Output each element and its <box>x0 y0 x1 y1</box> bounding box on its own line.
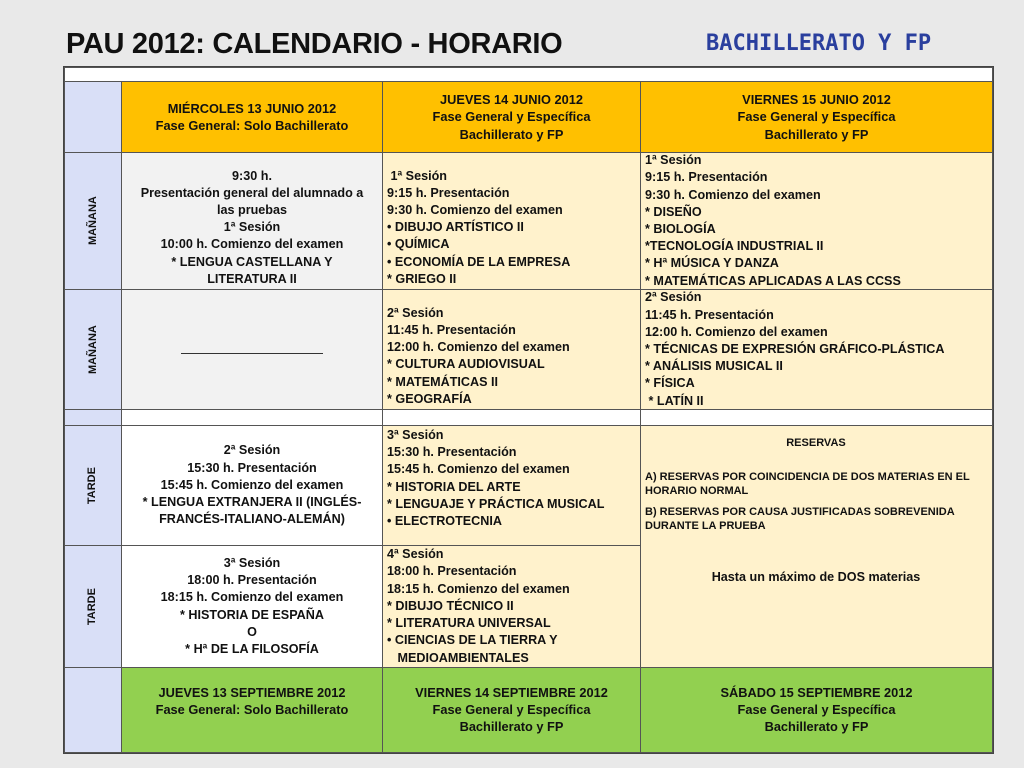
page-title: PAU 2012: CALENDARIO - HORARIO <box>66 28 563 60</box>
manana2-col2-line: 11:45 h. Presentación <box>387 322 516 337</box>
schedule-sheet <box>63 66 994 754</box>
september-col2-line: VIERNES 14 SEPTIEMBRE 2012 <box>415 685 608 700</box>
manana2-col3-line: 11:45 h. Presentación <box>645 307 774 322</box>
september-side-cell <box>64 667 122 753</box>
manana1-col1-line: 9:30 h. <box>232 168 272 183</box>
manana1-col3-line: *TECNOLOGÍA INDUSTRIAL II <box>645 239 824 254</box>
manana2-col3-line: 2ª Sesión <box>645 290 702 305</box>
top-spacer-row <box>64 67 993 82</box>
manana1-col2-line: • ECONOMÍA DE LA EMPRESA <box>387 254 571 269</box>
manana1-col3-line: 1ª Sesión <box>645 153 702 168</box>
manana1-col1-line: 1ª Sesión <box>223 220 281 235</box>
manana2-col2-line: 12:00 h. Comienzo del examen <box>387 340 570 355</box>
reservas-max: Hasta un máximo de DOS materias <box>711 570 921 584</box>
september-col2-line: Bachillerato y FP <box>459 719 564 735</box>
manana2-col2-line: * MATEMÁTICAS II <box>387 374 499 389</box>
manana1-col2-line: 9:15 h. Presentación <box>387 185 510 200</box>
tarde1-col1-line: 15:30 h. Presentación <box>187 460 317 475</box>
manana2-col3-line: 12:00 h. Comienzo del examen <box>645 324 828 339</box>
tarde2-col2-line: 18:15 h. Comienzo del examen <box>387 581 570 596</box>
tarde1-col2 <box>382 425 641 546</box>
manana2-col2-line: 2ª Sesión <box>387 305 444 320</box>
september-col3-line: Fase General y Específica <box>737 702 896 718</box>
manana1-col1-line: las pruebas <box>217 202 287 217</box>
header-col1-line: Fase General: Solo Bachillerato <box>155 118 349 133</box>
header-col1 <box>121 81 383 153</box>
row-label-manana-1 <box>64 152 122 290</box>
manana1-col1-line: 10:00 h. Comienzo del examen <box>160 237 344 252</box>
manana2-col3 <box>640 289 993 410</box>
september-col2 <box>382 667 641 753</box>
tarde1-col1-line: 15:45 h. Comienzo del examen <box>160 477 344 492</box>
tarde1-col2-line: * LENGUAJE Y PRÁCTICA MUSICAL <box>387 496 605 511</box>
tarde2-col2-line: 4ª Sesión <box>387 547 444 562</box>
tarde1-col2-line: 15:30 h. Presentación <box>387 445 517 460</box>
tarde2-col1-line: 18:00 h. Presentación <box>187 573 317 588</box>
row-label-tarde-1 <box>64 425 122 546</box>
manana2-col2 <box>382 289 641 410</box>
header-col3-line: VIERNES 15 JUNIO 2012 <box>742 92 891 108</box>
manana2-col1 <box>121 289 383 410</box>
september-col1 <box>121 667 383 753</box>
header-col2-line: JUEVES 14 JUNIO 2012 <box>440 92 583 108</box>
manana2-col3-line: * ANÁLISIS MUSICAL II <box>645 359 783 374</box>
manana2-col2-line: * CULTURA AUDIOVISUAL <box>387 357 545 372</box>
manana1-col2 <box>382 152 641 290</box>
page-subtitle: BACHILLERATO Y FP <box>706 31 932 56</box>
tarde1-col1-line: 2ª Sesión <box>223 443 281 458</box>
header-side-cell <box>64 81 122 153</box>
row-label-text: TARDE <box>86 587 99 626</box>
manana2-col2-line: * GEOGRAFÍA <box>387 391 472 406</box>
tarde2-col1-line: 18:15 h. Comienzo del examen <box>160 590 344 605</box>
spacer-col3 <box>640 409 993 426</box>
header-col2-line: Fase General y Específica <box>432 109 591 125</box>
tarde2-col1-line: * Hª DE LA FILOSOFÍA <box>185 641 319 656</box>
tarde1-col2-line: • ELECTROTECNIA <box>387 514 502 529</box>
header-col2 <box>382 81 641 153</box>
manana1-col2-line: 9:30 h. Comienzo del examen <box>387 202 563 217</box>
header-col3-line: Fase General y Específica <box>737 109 896 125</box>
manana1-col2-line: • DIBUJO ARTÍSTICO II <box>387 220 524 235</box>
manana2-col3-line: * FÍSICA <box>645 376 695 391</box>
spacer-col1 <box>121 409 383 426</box>
manana1-col2-line: * GRIEGO II <box>387 271 457 286</box>
header-col3-line: Bachillerato y FP <box>764 126 869 142</box>
september-col3-line: Bachillerato y FP <box>764 719 869 735</box>
manana1-col3-line: * BIOLOGÍA <box>645 222 716 236</box>
row-label-tarde-2 <box>64 545 122 668</box>
spacer-col2 <box>382 409 641 426</box>
tarde2-col2-line: 18:00 h. Presentación <box>387 564 517 579</box>
tarde1-col1-line: * LENGUA EXTRANJERA II (INGLÉS- <box>142 495 362 510</box>
reservas-cell <box>640 425 993 668</box>
september-col3-line: SÁBADO 15 SEPTIEMBRE 2012 <box>720 685 913 700</box>
manana1-col1-line: Presentación general del alumnado a <box>140 185 364 200</box>
manana1-col1-line: LITERATURA II <box>207 271 297 286</box>
september-col2-line: Fase General y Específica <box>432 702 591 718</box>
tarde2-col2-line: • CIENCIAS DE LA TIERRA Y <box>387 633 558 648</box>
spacer-side-cell <box>64 409 122 426</box>
tarde2-col1-line: * HISTORIA DE ESPAÑA <box>180 607 324 622</box>
manana2-col3-line: * TÉCNICAS DE EXPRESIÓN GRÁFICO-PLÁSTICA <box>645 341 945 356</box>
tarde2-col2-line: * DIBUJO TÉCNICO II <box>387 598 514 613</box>
manana1-col3-line: 9:15 h. Presentación <box>645 170 768 185</box>
tarde1-col2-line: 15:45 h. Comienzo del examen <box>387 462 570 477</box>
tarde1-col1 <box>121 425 383 546</box>
tarde2-col2-line: MEDIOAMBIENTALES <box>387 650 529 665</box>
tarde1-col2-line: * HISTORIA DEL ARTE <box>387 479 521 494</box>
manana1-col3 <box>640 152 993 290</box>
september-col1-line: JUEVES 13 SEPTIEMBRE 2012 <box>158 685 346 700</box>
manana1-col3-line: * DISEÑO <box>645 204 702 219</box>
september-col3 <box>640 667 993 753</box>
header-col3 <box>640 81 993 153</box>
manana1-col2-line: • QUÍMICA <box>387 237 450 252</box>
reservas-option-a: A) RESERVAS POR COINCIDENCIA DE DOS MATERIAS EN EL HORARIO NORMAL <box>645 471 970 497</box>
row-label-text: MAÑANA <box>86 196 99 246</box>
row-label-text: MAÑANA <box>86 325 99 374</box>
manana2-col3-line: * LATÍN II <box>645 393 704 408</box>
reservas-title: RESERVAS <box>786 437 846 449</box>
tarde2-col1 <box>121 545 383 668</box>
header-col1-line: MIÉRCOLES 13 JUNIO 2012 <box>167 100 337 116</box>
tarde2-col2 <box>382 545 641 668</box>
manana1-col1 <box>121 152 383 290</box>
tarde2-col1-line: 3ª Sesión <box>223 555 281 570</box>
header-col2-line: Bachillerato y FP <box>459 126 564 142</box>
empty-slot-line <box>181 353 323 354</box>
tarde2-col1-line: O <box>247 624 257 639</box>
manana1-col3-line: 9:30 h. Comienzo del examen <box>645 187 821 202</box>
reservas-option-b: B) RESERVAS POR CAUSA JUSTIFICADAS SOBREVENIDA DURANTE LA PRUEBA <box>645 506 955 532</box>
tarde2-col2-line: * LITERATURA UNIVERSAL <box>387 616 551 631</box>
manana1-col2-line: 1ª Sesión <box>387 168 447 183</box>
manana1-col3-line: * Hª MÚSICA Y DANZA <box>645 256 779 271</box>
tarde1-col2-line: 3ª Sesión <box>387 428 444 442</box>
september-col1-line: Fase General: Solo Bachillerato <box>155 702 349 718</box>
manana1-col1-line: * LENGUA CASTELLANA Y <box>171 254 333 269</box>
manana1-col3-line: * MATEMÁTICAS APLICADAS A LAS CCSS <box>645 273 901 288</box>
row-label-manana-2 <box>64 289 122 410</box>
tarde1-col1-line: FRANCÉS-ITALIANO-ALEMÁN) <box>159 512 345 527</box>
row-label-text: TARDE <box>86 466 99 505</box>
